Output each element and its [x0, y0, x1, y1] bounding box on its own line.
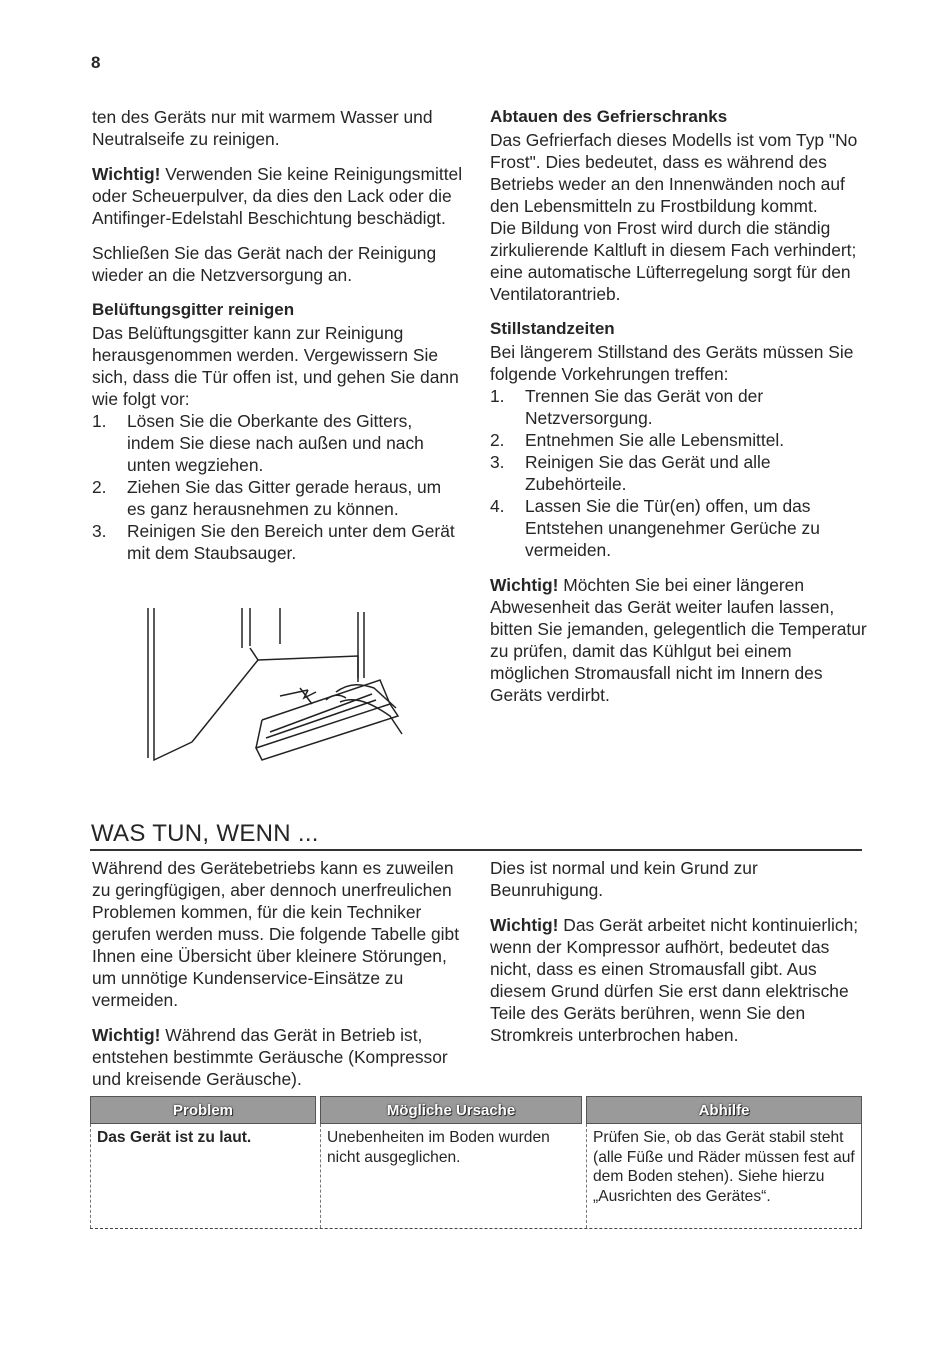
step-text: Lösen Sie die Oberkante des Gitters, indem Sie diese nach außen und nach unten wegziehen. — [127, 411, 424, 475]
step-text: Reinigen Sie den Bereich unter dem Gerät mit dem Staubsauger. — [127, 521, 455, 563]
important-text: Möchten Sie bei einer längeren Abwesenheit das Gerät weiter laufen lassen, bitten Sie jemanden, gelegentlich die Temperatur zu prüfen, damit das Kühlgut bei einem möglichen Stromausfall nicht im Innern des Geräts verdirbt. — [490, 575, 867, 705]
list-item — [490, 429, 870, 451]
left-column-bottom — [92, 857, 464, 1103]
important-text: Während das Gerät in Betrieb ist, entstehen bestimmte Geräusche (Kompressor und kreisende Geräusche). — [92, 1025, 448, 1089]
vent-grille-illustration — [140, 608, 405, 768]
vent-heading: Belüftungsgitter reinigen — [92, 300, 295, 319]
vent-steps-list — [92, 410, 464, 564]
step-number: 3. — [490, 452, 505, 472]
list-item — [490, 495, 870, 561]
step-number: 3. — [92, 521, 107, 541]
list-item — [490, 451, 870, 495]
standstill-heading: Stillstandzeiten — [490, 319, 615, 338]
list-item — [92, 476, 464, 520]
troubleshooting-table — [90, 1096, 862, 1229]
normal-note: Dies ist normal und kein Grund zur Beunruhigung. — [490, 858, 758, 900]
important-note-detergent — [92, 163, 464, 229]
important-label: Wichtig! — [490, 915, 559, 935]
header-remedy: Abhilfe — [586, 1096, 862, 1124]
defrost-text-2: Die Bildung von Frost wird durch die ständig zirkulierende Kaltluft in diesem Fach verhindert; eine automatische Lüfterregelung sorgt für den Ventilatorantrieb. — [490, 218, 857, 304]
cell-remedy: Prüfen Sie, ob das Gerät stabil steht (alle Füße und Räder müssen fest auf dem Boden stehen). Siehe hierzu „Ausrichten des Gerätes“. — [586, 1124, 862, 1228]
important-label: Wichtig! — [92, 1025, 161, 1045]
standstill-steps-list — [490, 385, 870, 561]
right-column-bottom — [490, 857, 870, 1059]
cell-problem: Das Gerät ist zu laut. — [90, 1124, 316, 1228]
list-item — [92, 520, 464, 564]
defrost-heading: Abtauen des Gefrierschranks — [490, 107, 728, 126]
table-row — [90, 1124, 862, 1229]
vent-text: Das Belüftungsgitter kann zur Reinigung herausgenommen werden. Vergewissern Sie sich, dass die Tür offen ist, und gehen Sie dann wie folgt vor: — [92, 323, 459, 409]
step-number: 4. — [490, 496, 505, 516]
page-number: 8 — [91, 53, 101, 72]
table-header — [90, 1096, 862, 1124]
list-item — [490, 385, 870, 429]
step-text: Entnehmen Sie alle Lebensmittel. — [525, 430, 785, 450]
important-label: Wichtig! — [92, 164, 161, 184]
cell-cause: Unebenheiten im Boden wurden nicht ausgeglichen. — [320, 1124, 582, 1228]
header-cause: Mögliche Ursache — [320, 1096, 582, 1124]
troubleshooting-intro: Während des Gerätebetriebs kann es zuweilen zu geringfügigen, aber dennoch unerfreulichen Problemen kommen, für die kein Techniker gerufen werden muss. Die folgende Tabelle gibt Ihnen eine Übersicht über kleinere Störungen, um unnötige Kundenservice-Einsätze zu vermeiden. — [92, 858, 460, 1010]
step-text: Reinigen Sie das Gerät und alle Zubehörteile. — [525, 452, 771, 494]
important-note-noise — [92, 1024, 464, 1090]
section-title: WAS TUN, WENN ... — [91, 820, 319, 847]
step-number: 1. — [92, 411, 107, 431]
step-number: 1. — [490, 386, 505, 406]
important-note-absence — [490, 574, 870, 706]
step-text: Ziehen Sie das Gitter gerade heraus, um es ganz herausnehmen zu können. — [127, 477, 442, 519]
step-text: Lassen Sie die Tür(en) offen, um das Entstehen unangenehmer Gerüche zu vermeiden. — [525, 496, 820, 560]
defrost-text-1: Das Gefrierfach dieses Modells ist vom Typ "No Frost". Dies bedeutet, dass es während des Betriebs weder an den Innenwänden noch auf den Lebensmitteln zu Frostbildung kommt. — [490, 130, 858, 216]
left-column-top — [92, 106, 464, 564]
step-text: Trennen Sie das Gerät von der Netzversorgung. — [525, 386, 764, 428]
reconnect-text: Schließen Sie das Gerät nach der Reinigung wieder an die Netzversorgung an. — [92, 243, 437, 285]
section-divider — [90, 849, 862, 851]
right-column-top — [490, 106, 870, 719]
important-text: Das Gerät arbeitet nicht kontinuierlich; wenn der Kompressor aufhört, bedeutet das nicht, dass es einen Stromausfall gibt. Aus diesem Grund dürfen Sie erst dann elektrische Teile des Geräts berühren, wenn Sie den Stromkreis unterbrochen haben. — [490, 915, 859, 1045]
header-problem: Problem — [90, 1096, 316, 1124]
step-number: 2. — [490, 430, 505, 450]
important-note-compressor — [490, 914, 870, 1046]
important-label: Wichtig! — [490, 575, 559, 595]
intro-text: ten des Geräts nur mit warmem Wasser und Neutralseife zu reinigen. — [92, 107, 433, 149]
standstill-text: Bei längerem Stillstand des Geräts müssen Sie folgende Vorkehrungen treffen: — [490, 342, 854, 384]
important-text: Verwenden Sie keine Reinigungsmittel oder Scheuerpulver, da dies den Lack oder die Antifinger-Edelstahl Beschichtung beschädigt. — [92, 164, 463, 228]
list-item — [92, 410, 464, 476]
step-number: 2. — [92, 477, 107, 497]
